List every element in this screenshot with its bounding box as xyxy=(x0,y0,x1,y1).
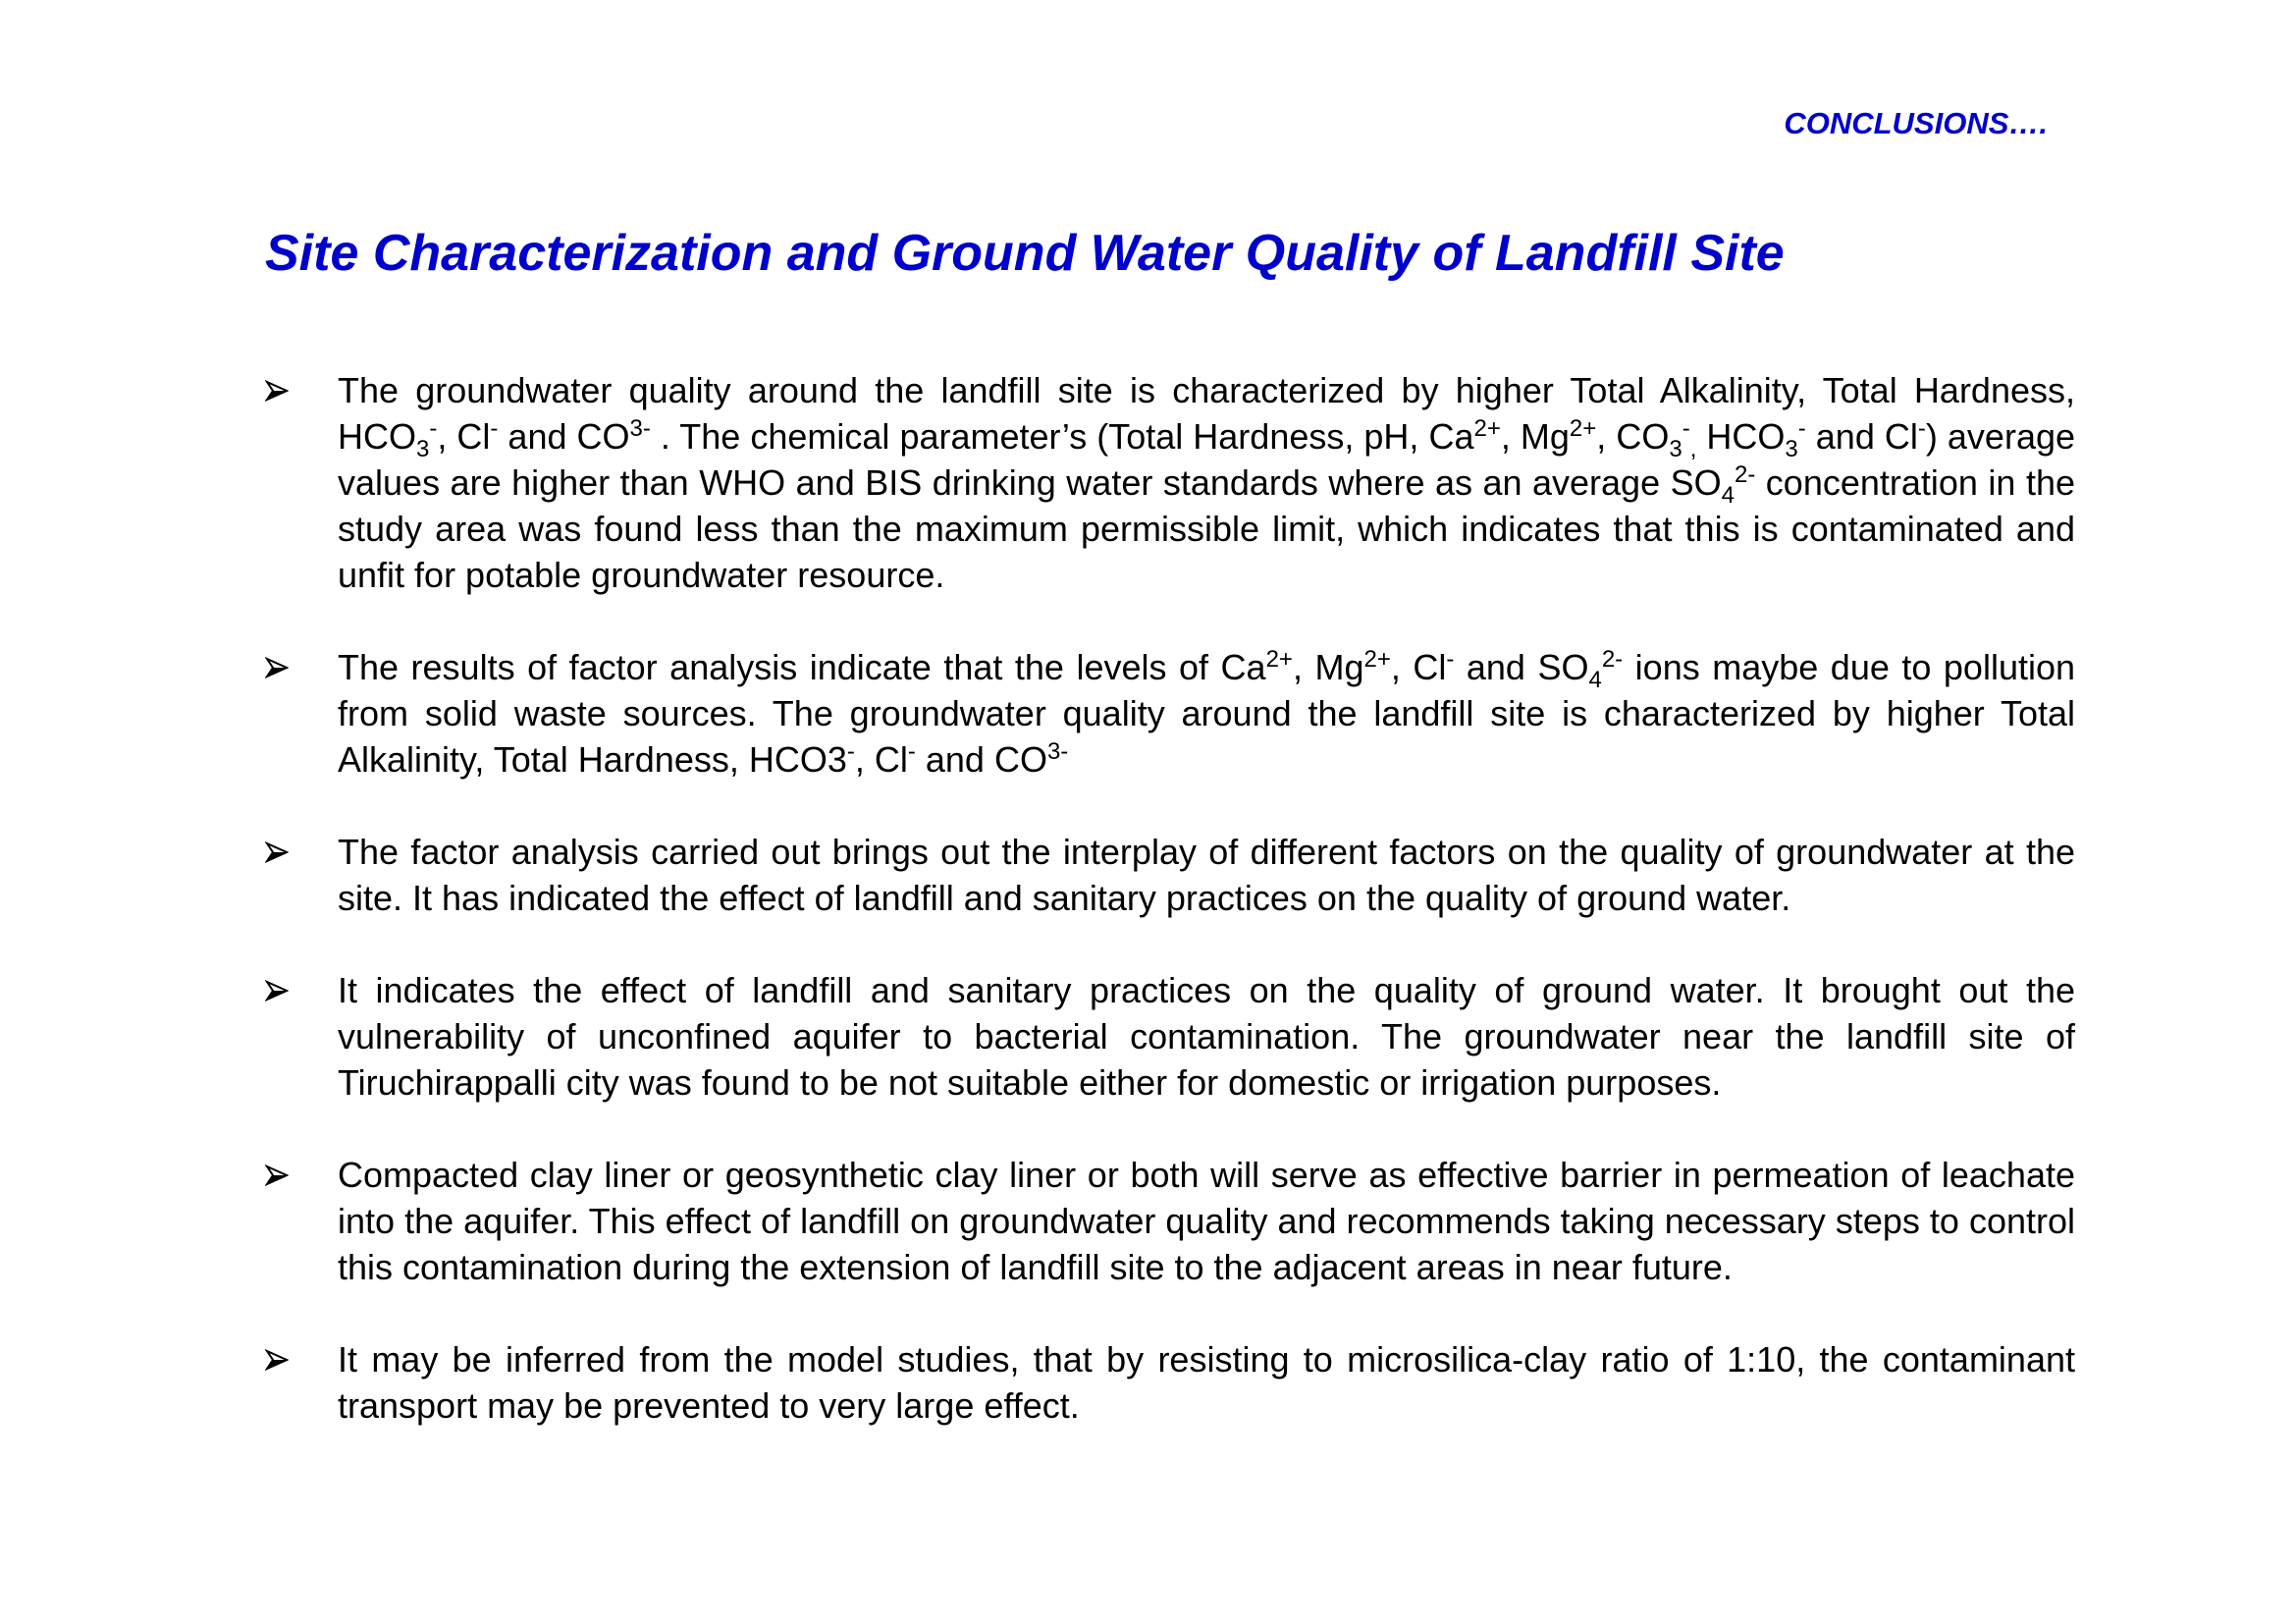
bullet-text: The factor analysis carried out brings out the interplay of different factors on the quality of groundwater at the site. It has indicated the effect of landfill and sanitary practices on the quality of ground water. xyxy=(338,832,2075,918)
arrowhead-bullet-icon xyxy=(265,644,294,690)
bullet-text: The results of factor analysis indicate that the levels of $Ca^{2+}$, $Mg^{2+}$, Cl- and $SO_4^{2-}$ ions maybe due to pollution from solid waste sources. The groundwater quality around the landfill site is characterized by higher Total Alkalinity, Total Hardness, HCO3-, Cl- and $CO^{3-}$ xyxy=(338,646,2076,780)
bullet-text: The groundwater quality around the landfill site is characterized by higher Total Alkalinity, Total Hardness, $HCO_3^-$, Cl- and $CO^{3-}$ . The chemical parameter’s (Total Hardness, pH, $Ca^{2+}$, $Mg^{2+}$, $CO_3^-_,$ $HCO_3^-$ and Cl-) average values are higher than WHO and BIS drinking water standards where as an average $SO_4^{2-}$ concentration in the study area was found less than the maximum permissible limit, which indicates that this is contaminated and unfit for potable groundwater resource. xyxy=(338,370,2076,595)
bullet-text: It indicates the effect of landfill and sanitary practices on the quality of ground water. It brought out the vulnerability of unconfined aquifer to bacterial contamination. The groundwater near the landfill site of Tiruchirappalli city was found to be not suitable either for domestic or irrigation purposes. xyxy=(338,970,2075,1103)
bullet-text: Compacted clay liner or geosynthetic clay liner or both will serve as effective barrier in permeation of leachate into the aquifer. This effect of landfill on groundwater quality and recommends taking necessary steps to control this contamination during the extension of landfill site to the adjacent areas in near future. xyxy=(338,1155,2075,1287)
conclusions-list xyxy=(265,367,2075,1475)
bullet-item xyxy=(265,644,2075,783)
page-title: Site Characterization and Ground Water Quality of Landfill Site xyxy=(265,225,1785,282)
bullet-text: It may be inferred from the model studies, that by resisting to microsilica-clay ratio of 1:10, the contaminant transport may be prevented to very large effect. xyxy=(338,1339,2075,1426)
bullet-item xyxy=(265,967,2075,1106)
arrowhead-bullet-icon xyxy=(265,1152,294,1198)
bullet-item xyxy=(265,1336,2075,1429)
bullet-item xyxy=(265,829,2075,921)
bullet-item xyxy=(265,367,2075,598)
bullet-item xyxy=(265,1152,2075,1290)
arrowhead-bullet-icon xyxy=(265,1336,294,1382)
arrowhead-bullet-icon xyxy=(265,829,294,875)
arrowhead-bullet-icon xyxy=(265,367,294,413)
arrowhead-bullet-icon xyxy=(265,967,294,1013)
section-tag: CONCLUSIONS…. xyxy=(1784,106,2048,140)
